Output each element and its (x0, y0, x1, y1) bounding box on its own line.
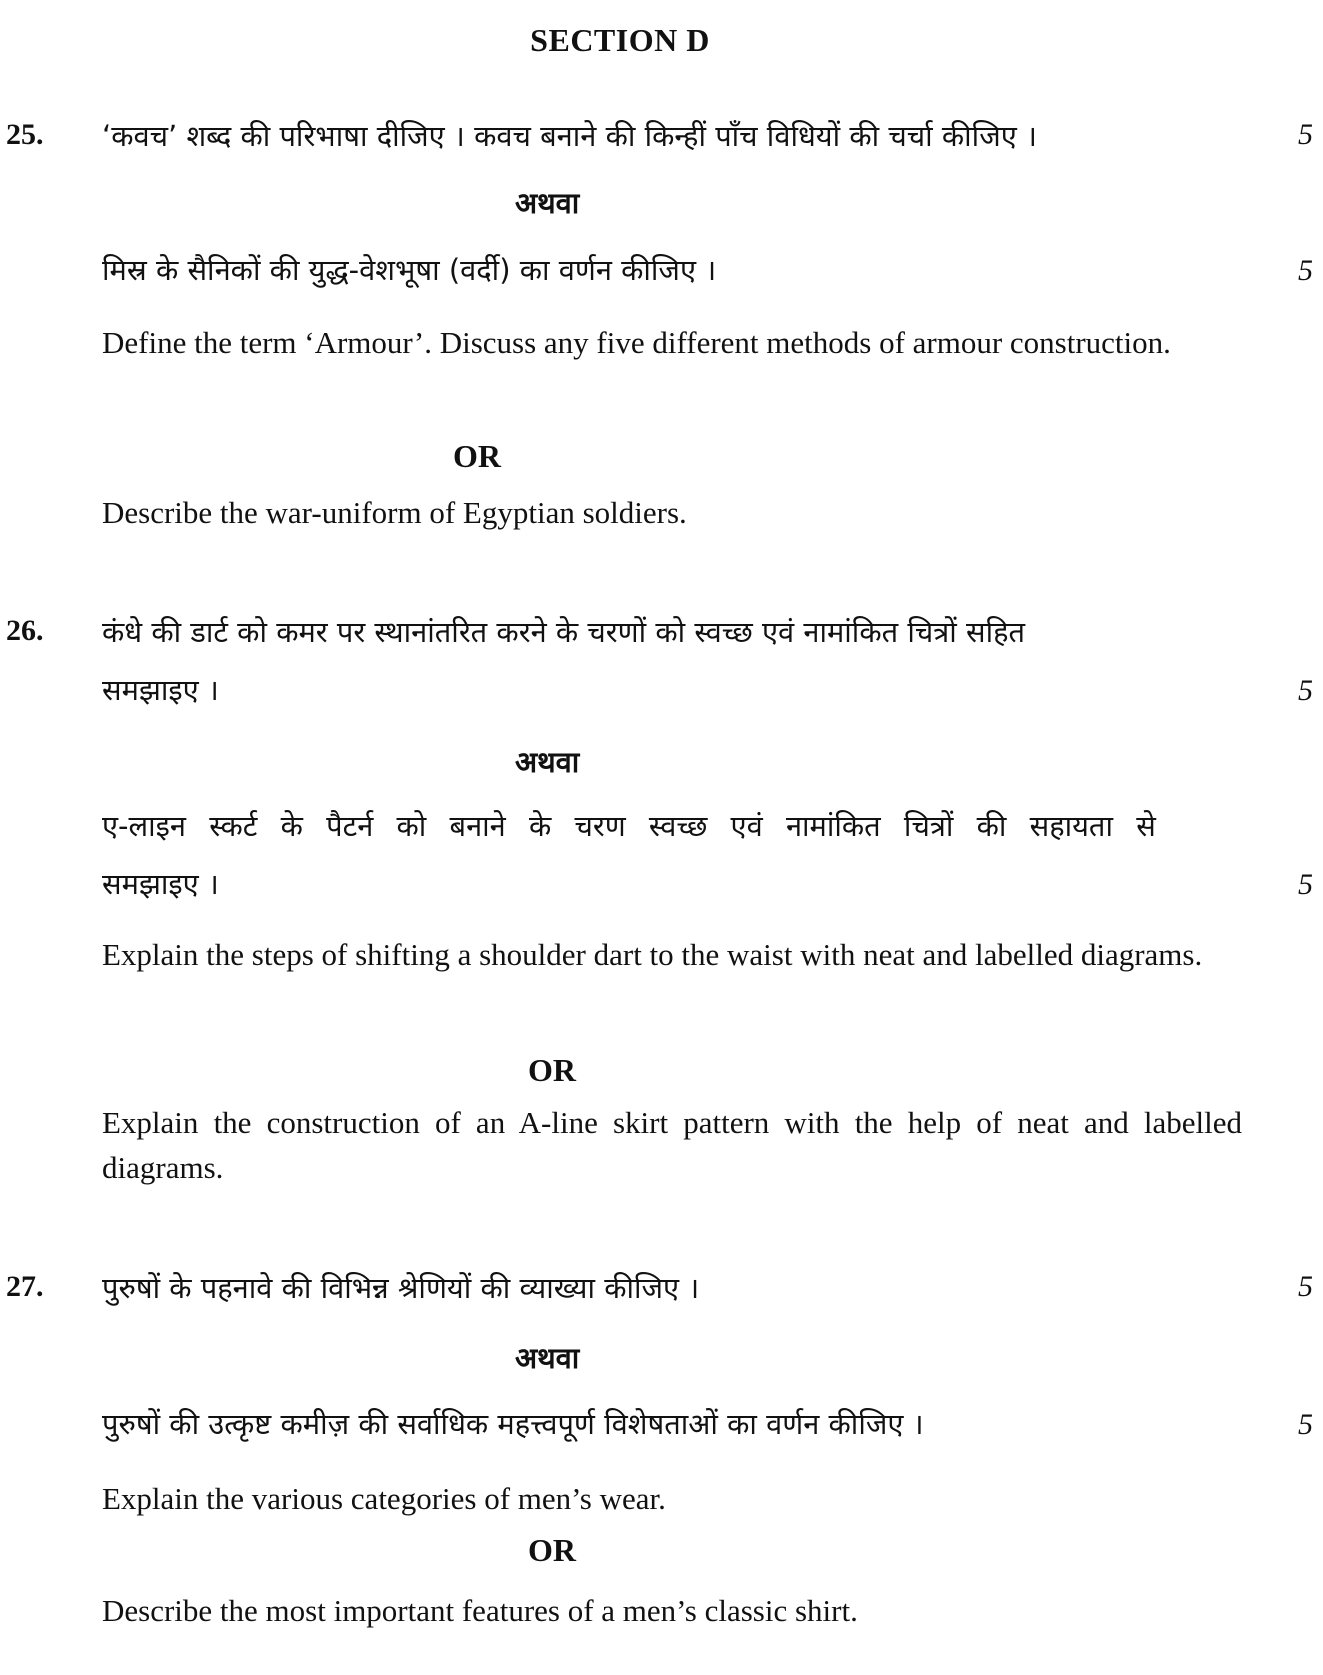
question-english-alt: Describe the war-uniform of Egyptian soldiers. (102, 495, 687, 530)
or-label-hindi: अथवा (515, 186, 580, 220)
or-label-english: OR (528, 1052, 576, 1088)
question-hindi-alt: मिस्र के सैनिकों की युद्ध-वेशभूषा (वर्दी) का वर्णन कीजिए । (102, 253, 717, 287)
marks: 5 (1298, 254, 1313, 287)
marks: 5 (1298, 118, 1313, 151)
question-hindi-main: पुरुषों के पहनावे की विभिन्न श्रेणियों की व्याख्या कीजिए । (102, 1271, 700, 1305)
or-label-hindi: अथवा (515, 745, 580, 779)
question-hindi-main-line1: कंधे की डार्ट को कमर पर स्थानांतरित करने के चरणों को स्वच्छ एवं नामांकित चित्रों सहित (102, 615, 1026, 649)
or-label-hindi: अथवा (515, 1341, 580, 1375)
marks: 5 (1298, 1270, 1313, 1303)
or-label-english: OR (453, 438, 501, 474)
marks: 5 (1298, 674, 1313, 707)
question-english-main: Explain the various categories of men’s wear. (102, 1481, 666, 1516)
question-number: 25. (6, 118, 44, 151)
question-number: 27. (6, 1270, 44, 1303)
marks: 5 (1298, 1408, 1313, 1441)
question-english-alt: Explain the construction of an A-line skirt pattern with the help of neat and labelled diagrams. (102, 1105, 1242, 1185)
marks: 5 (1298, 868, 1313, 901)
question-english-main: Define the term ‘Armour’. Discuss any five different methods of armour construction. (102, 325, 1171, 360)
question-hindi-main: ‘कवच’ शब्द की परिभाषा दीजिए । कवच बनाने की किन्हीं पाँच विधियों की चर्चा कीजिए । (102, 119, 1037, 153)
question-hindi-alt-line2: समझाइए । (102, 867, 219, 901)
section-title: SECTION D (530, 22, 710, 58)
question-number: 26. (6, 614, 44, 647)
question-hindi-alt-line1: ए-लाइन स्कर्ट के पैटर्न को बनाने के चरण स्वच्छ एवं नामांकित चित्रों की सहायता से (102, 809, 1156, 843)
question-hindi-main-line2: समझाइए । (102, 673, 219, 707)
question-hindi-alt: पुरुषों की उत्कृष्ट कमीज़ की सर्वाधिक महत्त्वपूर्ण विशेषताओं का वर्णन कीजिए । (102, 1407, 924, 1441)
question-english-main: Explain the steps of shifting a shoulder dart to the waist with neat and labelled diagrams. (102, 937, 1203, 972)
question-english-alt: Describe the most important features of a men’s classic shirt. (102, 1593, 858, 1628)
or-label-english: OR (528, 1532, 576, 1568)
